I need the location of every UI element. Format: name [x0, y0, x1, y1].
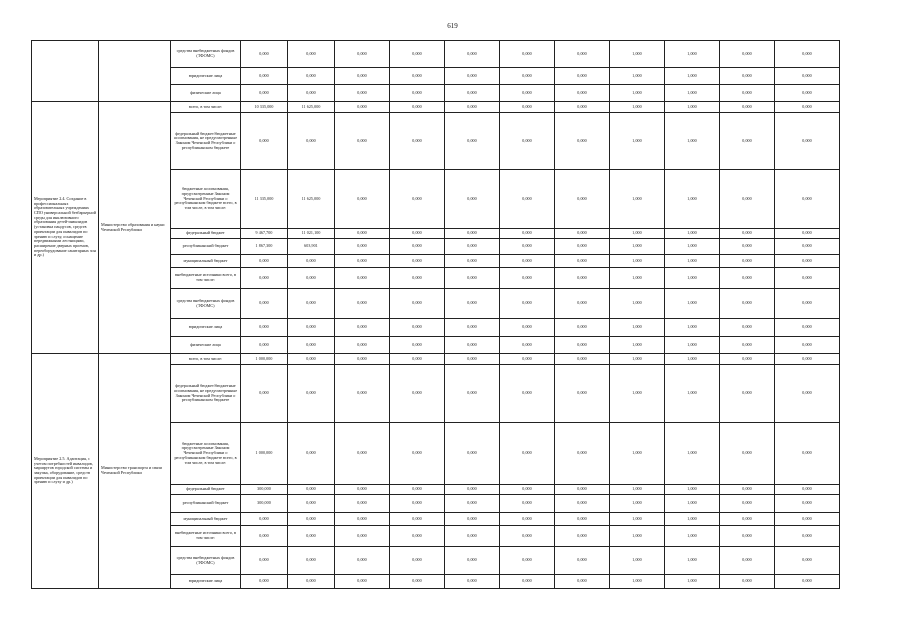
amount-cell: 0,000: [555, 239, 610, 255]
amount-cell: 0,000: [775, 319, 840, 337]
amount-cell: 0,000: [775, 289, 840, 319]
budget-table: [31, 40, 840, 589]
amount-cell: 0,000: [241, 68, 288, 85]
amount-cell: 0,000: [288, 513, 335, 526]
amount-cell: 0,000: [241, 41, 288, 68]
funding-source-cell: республиканский бюджет: [171, 495, 241, 513]
amount-cell: 0,000: [775, 495, 840, 513]
amount-cell: 1,000: [610, 547, 665, 575]
amount-cell: 0,000: [288, 495, 335, 513]
amount-cell: 603,901: [288, 239, 335, 255]
funding-source-cell: всего, в том числе:: [171, 354, 241, 365]
amount-cell: 0,000: [555, 547, 610, 575]
amount-cell: 0,000: [390, 255, 445, 268]
amount-cell: 0,000: [390, 423, 445, 485]
amount-cell: 0,000: [720, 365, 775, 423]
amount-cell: 0,000: [720, 513, 775, 526]
amount-cell: 0,000: [390, 113, 445, 170]
amount-cell: 0,000: [335, 41, 390, 68]
amount-cell: 0,000: [555, 495, 610, 513]
amount-cell: 0,000: [555, 255, 610, 268]
amount-cell: 1,000: [665, 239, 720, 255]
funding-source-cell: всего, в том числе:: [171, 102, 241, 113]
amount-cell: 11 021,100: [288, 229, 335, 239]
amount-cell: 0,000: [720, 485, 775, 495]
amount-cell: 0,000: [720, 229, 775, 239]
amount-cell: 0,000: [445, 289, 500, 319]
amount-cell: 0,000: [775, 41, 840, 68]
amount-cell: 1,000: [610, 495, 665, 513]
amount-cell: 0,000: [288, 255, 335, 268]
amount-cell: 0,000: [445, 337, 500, 354]
funding-source-cell: средства внебюджетных фондов (ТФОМС): [171, 289, 241, 319]
amount-cell: 0,000: [500, 85, 555, 102]
amount-cell: 1,000: [610, 365, 665, 423]
table-row: [32, 102, 840, 113]
amount-cell: 0,000: [555, 575, 610, 589]
amount-cell: 0,000: [390, 526, 445, 547]
amount-cell: 0,000: [335, 337, 390, 354]
amount-cell: 0,000: [555, 423, 610, 485]
amount-cell: 1,000: [665, 170, 720, 229]
amount-cell: 0,000: [335, 485, 390, 495]
amount-cell: 0,000: [555, 365, 610, 423]
amount-cell: 1,000: [610, 268, 665, 289]
amount-cell: 1,000: [665, 495, 720, 513]
amount-cell: 0,000: [555, 85, 610, 102]
amount-cell: 0,000: [775, 513, 840, 526]
amount-cell: 0,000: [390, 547, 445, 575]
amount-cell: 0,000: [555, 229, 610, 239]
amount-cell: 0,000: [555, 337, 610, 354]
amount-cell: 0,000: [288, 41, 335, 68]
amount-cell: 0,000: [445, 68, 500, 85]
amount-cell: 0,000: [288, 526, 335, 547]
amount-cell: 0,000: [445, 513, 500, 526]
amount-cell: 1,000: [665, 289, 720, 319]
executor-cell: [99, 41, 171, 102]
amount-cell: 0,000: [288, 547, 335, 575]
amount-cell: 1,000: [610, 239, 665, 255]
amount-cell: 300,000: [241, 485, 288, 495]
amount-cell: 0,000: [775, 102, 840, 113]
amount-cell: 0,000: [500, 495, 555, 513]
funding-source-cell: юридические лица: [171, 68, 241, 85]
amount-cell: 0,000: [445, 365, 500, 423]
amount-cell: 11 625,000: [288, 102, 335, 113]
amount-cell: 0,000: [241, 337, 288, 354]
amount-cell: 0,000: [500, 268, 555, 289]
amount-cell: 0,000: [445, 255, 500, 268]
amount-cell: 0,000: [288, 485, 335, 495]
amount-cell: 1,000: [610, 354, 665, 365]
funding-source-cell: муниципальный бюджет: [171, 513, 241, 526]
amount-cell: 0,000: [241, 547, 288, 575]
table-row: [32, 354, 840, 365]
amount-cell: 0,000: [445, 41, 500, 68]
amount-cell: 0,000: [775, 229, 840, 239]
amount-cell: 0,000: [720, 239, 775, 255]
funding-source-cell: бюджетные ассигнования, предусмотренные Законом Чеченской Республики о республиканском бюджете всего, в том числе, в том числе:: [171, 423, 241, 485]
funding-source-cell: федеральный бюджет: [171, 485, 241, 495]
funding-source-cell: внебюджетные источники всего, в том числе:: [171, 526, 241, 547]
measure-cell: Мероприятие 2.5. Адаптация, с учетом потребностей инвалидов, маршрутов городской системы и закупка, оборудование, средств ориентации для инвалидов по зрению и слуху и др.): [32, 354, 99, 589]
amount-cell: 1,000: [665, 68, 720, 85]
amount-cell: 0,000: [445, 319, 500, 337]
amount-cell: 0,000: [335, 102, 390, 113]
amount-cell: 0,000: [390, 239, 445, 255]
amount-cell: 0,000: [720, 495, 775, 513]
amount-cell: 0,000: [335, 547, 390, 575]
amount-cell: 0,000: [500, 41, 555, 68]
amount-cell: 0,000: [288, 337, 335, 354]
amount-cell: 0,000: [720, 102, 775, 113]
amount-cell: 1,000: [665, 513, 720, 526]
amount-cell: 0,000: [445, 170, 500, 229]
amount-cell: 0,000: [390, 513, 445, 526]
amount-cell: 0,000: [720, 113, 775, 170]
amount-cell: 0,000: [335, 229, 390, 239]
amount-cell: 0,000: [335, 319, 390, 337]
amount-cell: 1,000: [610, 170, 665, 229]
amount-cell: 0,000: [500, 337, 555, 354]
amount-cell: 1,000: [665, 229, 720, 239]
amount-cell: 0,000: [445, 354, 500, 365]
amount-cell: 0,000: [288, 365, 335, 423]
amount-cell: 1,000: [610, 485, 665, 495]
amount-cell: 0,000: [500, 354, 555, 365]
amount-cell: 1 000,000: [241, 423, 288, 485]
measure-cell: Мероприятие 2.4. Создание в профессиональных образовательных учреждениях СПО универсальной безбарьерной среды для инклюзивного образования детей-инвалидов (установка пандусов, средств ориентации для инвалидов по зрению и слуху, оснащение передвижными лестницами, расширение дверных проемов, переоборудование санитарных зон и др.): [32, 102, 99, 354]
amount-cell: 0,000: [720, 289, 775, 319]
amount-cell: 0,000: [720, 423, 775, 485]
amount-cell: 11 335,000: [241, 170, 288, 229]
amount-cell: 0,000: [390, 337, 445, 354]
funding-source-cell: федеральный бюджет: [171, 229, 241, 239]
amount-cell: 0,000: [775, 68, 840, 85]
amount-cell: 0,000: [288, 319, 335, 337]
amount-cell: 0,000: [500, 102, 555, 113]
amount-cell: 0,000: [445, 575, 500, 589]
funding-source-cell: федеральный бюджет/бюджетные ассигнования, не предусмотренные Законом Чеченской Республики о республиканском бюджете: [171, 365, 241, 423]
amount-cell: 0,000: [335, 68, 390, 85]
amount-cell: 0,000: [241, 85, 288, 102]
amount-cell: 0,000: [500, 239, 555, 255]
amount-cell: 0,000: [390, 289, 445, 319]
amount-cell: 0,000: [500, 170, 555, 229]
amount-cell: 0,000: [775, 575, 840, 589]
amount-cell: 0,000: [335, 289, 390, 319]
amount-cell: 0,000: [241, 513, 288, 526]
amount-cell: 0,000: [500, 513, 555, 526]
amount-cell: 0,000: [390, 365, 445, 423]
executor-cell: Министерство образования и науки Чеченской Республики: [99, 102, 171, 354]
amount-cell: 0,000: [390, 41, 445, 68]
amount-cell: 0,000: [500, 423, 555, 485]
amount-cell: 0,000: [445, 239, 500, 255]
funding-source-cell: республиканский бюджет: [171, 239, 241, 255]
table-row: [32, 41, 840, 68]
amount-cell: 0,000: [335, 85, 390, 102]
amount-cell: 0,000: [335, 268, 390, 289]
funding-source-cell: внебюджетные источники всего, в том числе:: [171, 268, 241, 289]
funding-source-cell: юридические лица: [171, 575, 241, 589]
funding-source-cell: физические лица: [171, 85, 241, 102]
amount-cell: 1,000: [610, 513, 665, 526]
amount-cell: 1,000: [665, 113, 720, 170]
amount-cell: 0,000: [720, 170, 775, 229]
amount-cell: 0,000: [775, 526, 840, 547]
amount-cell: 0,000: [241, 319, 288, 337]
executor-cell: Министерство транспорта и связи Чеченской Республики: [99, 354, 171, 589]
funding-source-cell: федеральный бюджет/бюджетные ассигнования, не предусмотренные Законом Чеченской Республики о республиканском бюджете: [171, 113, 241, 170]
amount-cell: 0,000: [500, 365, 555, 423]
amount-cell: 0,000: [445, 495, 500, 513]
amount-cell: 1,000: [610, 255, 665, 268]
amount-cell: 0,000: [775, 547, 840, 575]
amount-cell: 0,000: [555, 268, 610, 289]
funding-source-cell: физические лица: [171, 337, 241, 354]
amount-cell: 1,000: [665, 423, 720, 485]
amount-cell: 1,000: [665, 337, 720, 354]
amount-cell: 0,000: [775, 365, 840, 423]
amount-cell: 0,000: [445, 526, 500, 547]
amount-cell: 0,000: [241, 268, 288, 289]
amount-cell: 0,000: [241, 575, 288, 589]
funding-source-cell: бюджетные ассигнования, предусмотренные Законом Чеченской Республики о республиканском бюджете всего, в том числе, в том числе:: [171, 170, 241, 229]
amount-cell: 0,000: [288, 423, 335, 485]
amount-cell: 0,000: [720, 354, 775, 365]
amount-cell: 0,000: [500, 68, 555, 85]
amount-cell: 0,000: [500, 289, 555, 319]
amount-cell: 0,000: [335, 354, 390, 365]
table-body: [32, 41, 840, 589]
amount-cell: 0,000: [775, 354, 840, 365]
amount-cell: 0,000: [288, 68, 335, 85]
amount-cell: 0,000: [720, 319, 775, 337]
amount-cell: 0,000: [445, 268, 500, 289]
amount-cell: 1,000: [665, 319, 720, 337]
amount-cell: 0,000: [390, 354, 445, 365]
amount-cell: 0,000: [775, 485, 840, 495]
amount-cell: 0,000: [335, 513, 390, 526]
amount-cell: 1,000: [665, 526, 720, 547]
amount-cell: 0,000: [335, 495, 390, 513]
funding-source-cell: средства внебюджетных фондов (ТФОМС): [171, 41, 241, 68]
page-number: 619: [447, 22, 458, 30]
amount-cell: 0,000: [335, 239, 390, 255]
amount-cell: 0,000: [288, 113, 335, 170]
amount-cell: 0,000: [720, 268, 775, 289]
amount-cell: 0,000: [335, 423, 390, 485]
amount-cell: 0,000: [775, 423, 840, 485]
amount-cell: 0,000: [555, 170, 610, 229]
amount-cell: 0,000: [555, 354, 610, 365]
amount-cell: 0,000: [390, 170, 445, 229]
amount-cell: 0,000: [775, 85, 840, 102]
amount-cell: 1,000: [610, 337, 665, 354]
amount-cell: 1,000: [665, 575, 720, 589]
amount-cell: 1,000: [610, 319, 665, 337]
amount-cell: 0,000: [335, 113, 390, 170]
amount-cell: 1 867,300: [241, 239, 288, 255]
amount-cell: 0,000: [720, 547, 775, 575]
amount-cell: 0,000: [500, 547, 555, 575]
amount-cell: 0,000: [555, 513, 610, 526]
amount-cell: 0,000: [445, 113, 500, 170]
amount-cell: 0,000: [390, 85, 445, 102]
amount-cell: 0,000: [390, 575, 445, 589]
amount-cell: 1,000: [610, 423, 665, 485]
amount-cell: 0,000: [720, 337, 775, 354]
amount-cell: 0,000: [288, 85, 335, 102]
amount-cell: 0,000: [500, 255, 555, 268]
amount-cell: 1,000: [610, 41, 665, 68]
amount-cell: 0,000: [555, 102, 610, 113]
amount-cell: 0,000: [241, 289, 288, 319]
amount-cell: 0,000: [555, 68, 610, 85]
amount-cell: 0,000: [390, 495, 445, 513]
amount-cell: 0,000: [241, 113, 288, 170]
amount-cell: 0,000: [500, 575, 555, 589]
amount-cell: 0,000: [390, 268, 445, 289]
amount-cell: 0,000: [720, 41, 775, 68]
amount-cell: 0,000: [720, 85, 775, 102]
amount-cell: 0,000: [555, 319, 610, 337]
amount-cell: 0,000: [720, 68, 775, 85]
amount-cell: 300,000: [241, 495, 288, 513]
amount-cell: 1,000: [665, 255, 720, 268]
amount-cell: 0,000: [445, 547, 500, 575]
amount-cell: 1,000: [665, 102, 720, 113]
amount-cell: 1,000: [610, 575, 665, 589]
amount-cell: 1,000: [610, 68, 665, 85]
amount-cell: 11 625,000: [288, 170, 335, 229]
amount-cell: 0,000: [335, 170, 390, 229]
amount-cell: 1,000: [665, 268, 720, 289]
amount-cell: 0,000: [241, 255, 288, 268]
amount-cell: 0,000: [500, 113, 555, 170]
amount-cell: 0,000: [390, 229, 445, 239]
amount-cell: 0,000: [241, 526, 288, 547]
amount-cell: 0,000: [775, 113, 840, 170]
amount-cell: 0,000: [390, 319, 445, 337]
amount-cell: 0,000: [775, 337, 840, 354]
amount-cell: 0,000: [720, 255, 775, 268]
measure-cell: [32, 41, 99, 102]
amount-cell: 1 000,000: [241, 354, 288, 365]
amount-cell: 1,000: [610, 229, 665, 239]
amount-cell: 0,000: [500, 229, 555, 239]
amount-cell: 0,000: [555, 485, 610, 495]
amount-cell: 0,000: [288, 268, 335, 289]
amount-cell: 1,000: [665, 547, 720, 575]
amount-cell: 0,000: [555, 113, 610, 170]
amount-cell: 10 335,000: [241, 102, 288, 113]
amount-cell: 9 467,700: [241, 229, 288, 239]
amount-cell: 0,000: [335, 255, 390, 268]
amount-cell: 0,000: [500, 526, 555, 547]
amount-cell: 0,000: [335, 575, 390, 589]
amount-cell: 0,000: [390, 485, 445, 495]
amount-cell: 0,000: [445, 485, 500, 495]
amount-cell: 1,000: [665, 485, 720, 495]
amount-cell: 0,000: [288, 354, 335, 365]
amount-cell: 0,000: [775, 255, 840, 268]
amount-cell: 1,000: [665, 354, 720, 365]
amount-cell: 0,000: [555, 289, 610, 319]
amount-cell: 0,000: [775, 170, 840, 229]
amount-cell: 1,000: [665, 85, 720, 102]
amount-cell: 0,000: [445, 102, 500, 113]
amount-cell: 1,000: [610, 289, 665, 319]
amount-cell: 0,000: [775, 239, 840, 255]
amount-cell: 0,000: [335, 365, 390, 423]
amount-cell: 0,000: [720, 575, 775, 589]
amount-cell: 1,000: [610, 85, 665, 102]
amount-cell: 0,000: [445, 423, 500, 485]
amount-cell: 0,000: [288, 289, 335, 319]
amount-cell: 0,000: [445, 229, 500, 239]
amount-cell: 1,000: [610, 526, 665, 547]
amount-cell: 0,000: [500, 485, 555, 495]
amount-cell: 1,000: [610, 113, 665, 170]
amount-cell: 0,000: [445, 85, 500, 102]
amount-cell: 0,000: [775, 268, 840, 289]
amount-cell: 0,000: [720, 526, 775, 547]
amount-cell: 1,000: [665, 365, 720, 423]
amount-cell: 1,000: [610, 102, 665, 113]
amount-cell: 0,000: [390, 102, 445, 113]
amount-cell: 0,000: [288, 575, 335, 589]
amount-cell: 0,000: [390, 68, 445, 85]
amount-cell: 1,000: [665, 41, 720, 68]
amount-cell: 0,000: [241, 365, 288, 423]
amount-cell: 0,000: [555, 41, 610, 68]
funding-source-cell: юридические лица: [171, 319, 241, 337]
funding-source-cell: муниципальный бюджет: [171, 255, 241, 268]
amount-cell: 0,000: [335, 526, 390, 547]
amount-cell: 0,000: [555, 526, 610, 547]
amount-cell: 0,000: [500, 319, 555, 337]
funding-source-cell: средства внебюджетных фондов (ТФОМС): [171, 547, 241, 575]
